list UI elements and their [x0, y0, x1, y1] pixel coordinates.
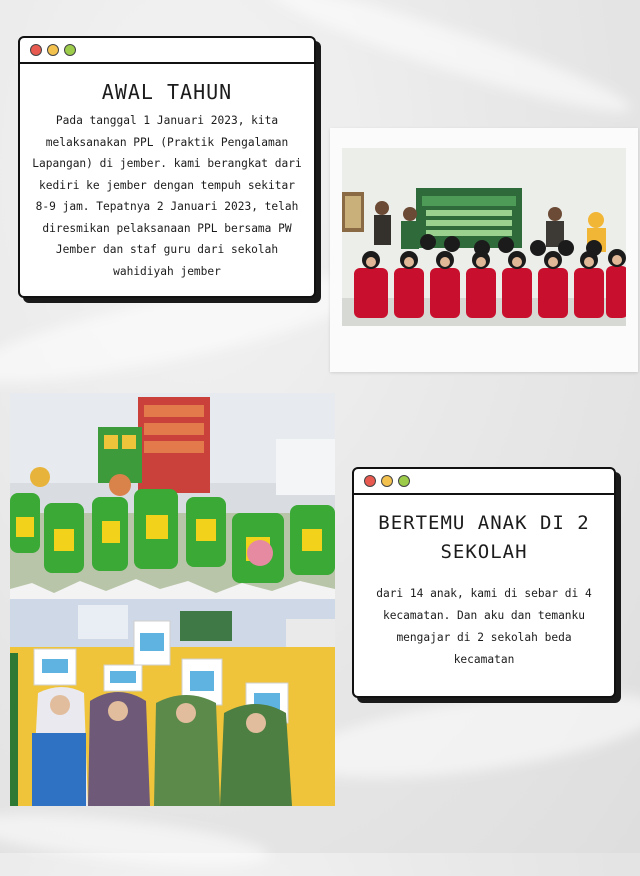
close-dot-icon[interactable] [30, 44, 42, 56]
bertemu-anak-window [352, 467, 616, 698]
children-photo-collage [10, 393, 335, 806]
window-body-text: dari 14 anak, kami di sebar di 4 kecamatan. Dan aku dan temanku mengajar di 2 sekolah beda kecamatan [376, 587, 592, 666]
window-body-text: Pada tanggal 1 Januari 2023, kita melaksanakan PPL (Praktik Pengalaman Lapangan) di jember. kami berangkat dari kediri ke jember dengan tempuh sekitar 8-9 jam. Tepatnya 2 Januari 2023, telah diresmikan pelaksanaan PPL bersama PW Jember dan staf guru dari sekolah wahidiyah jember [32, 114, 302, 278]
background-streak [0, 804, 271, 875]
awal-tahun-window [18, 36, 316, 298]
window-heading: AWAL TAHUN [101, 80, 233, 104]
background-streak [263, 0, 637, 128]
window-heading: BERTEMU ANAK DI 2 SEKOLAH [378, 512, 590, 563]
maximize-dot-icon[interactable] [398, 475, 410, 487]
close-dot-icon[interactable] [364, 475, 376, 487]
group-photo-frame [330, 128, 638, 372]
group-photo [342, 148, 626, 326]
maximize-dot-icon[interactable] [64, 44, 76, 56]
minimize-dot-icon[interactable] [47, 44, 59, 56]
window-titlebar [20, 38, 314, 64]
window-titlebar [354, 469, 614, 495]
minimize-dot-icon[interactable] [381, 475, 393, 487]
